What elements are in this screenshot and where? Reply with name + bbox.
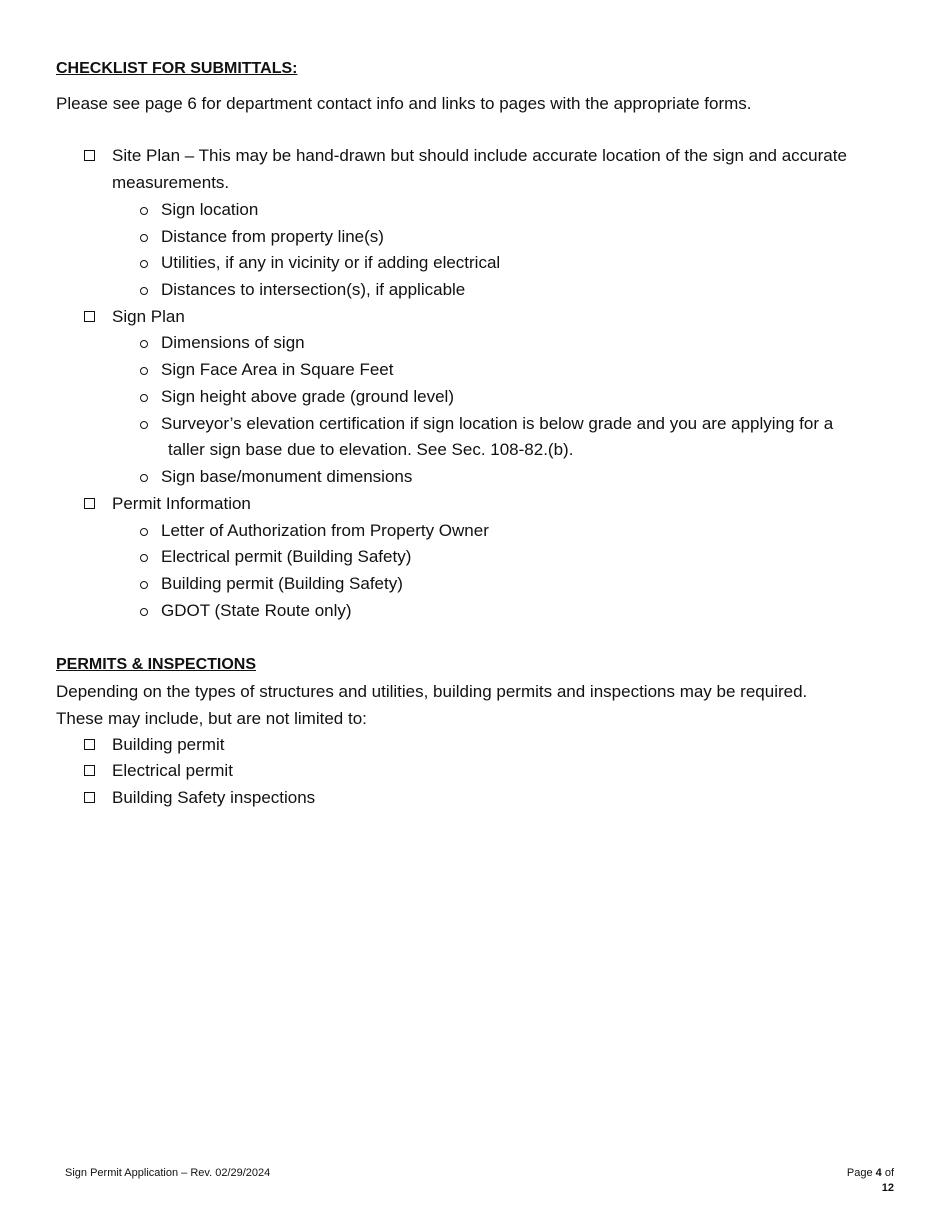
bullet-circle-icon — [140, 340, 148, 348]
check-label: Sign Plan — [112, 307, 185, 326]
page-mid: of — [881, 1167, 894, 1179]
check-label: Permit Information — [112, 494, 251, 513]
checklist-intro: Please see page 6 for department contact info and links to pages with the appropriate forms. — [56, 94, 752, 113]
page-total: 12 — [881, 1182, 894, 1194]
check-label: Building Safety inspections — [112, 788, 316, 807]
bullet-circle-icon — [140, 554, 148, 562]
footer-page-number — [820, 1166, 894, 1196]
checklist-heading: CHECKLIST FOR SUBMITTALS: — [56, 60, 298, 77]
sub-item-text: Utilities, if any in vicinity or if adding electrical — [161, 253, 501, 272]
bullet-circle-icon — [140, 234, 148, 242]
sub-item-text: Dimensions of sign — [161, 333, 305, 352]
footer-document-title: Sign Permit Application – Rev. 02/29/2024 — [65, 1167, 271, 1179]
bullet-circle-icon — [140, 581, 148, 589]
permits-heading: PERMITS & INSPECTIONS — [56, 656, 257, 673]
bullet-circle-icon — [140, 394, 148, 402]
bullet-circle-icon — [140, 287, 148, 295]
checkbox-icon — [84, 792, 95, 803]
sub-item-text: Sign Face Area in Square Feet — [161, 360, 394, 379]
sub-item-text: Distances to intersection(s), if applicable — [161, 280, 466, 299]
checkbox-icon — [84, 765, 95, 776]
permits-intro-line2: These may include, but are not limited to: — [56, 709, 367, 728]
check-label-continued: measurements. — [112, 173, 230, 192]
checkbox-icon — [84, 498, 95, 509]
sub-item-text: Sign base/monument dimensions — [161, 467, 413, 486]
sub-item-text: Distance from property line(s) — [161, 227, 384, 246]
sub-item-text: Electrical permit (Building Safety) — [161, 547, 412, 566]
bullet-circle-icon — [140, 367, 148, 375]
sub-item-text: Surveyor’s elevation certification if sign location is below grade and you are applying for a — [161, 414, 834, 433]
sub-item-text: Building permit (Building Safety) — [161, 574, 403, 593]
sub-item-text: Sign location — [161, 200, 259, 219]
bullet-circle-icon — [140, 474, 148, 482]
checkbox-icon — [84, 150, 95, 161]
sub-item-text: GDOT (State Route only) — [161, 601, 352, 620]
sub-item-text: Letter of Authorization from Property Owner — [161, 521, 489, 540]
bullet-circle-icon — [140, 528, 148, 536]
check-label: Building permit — [112, 735, 225, 754]
check-label: Electrical permit — [112, 761, 233, 780]
sub-item-text: taller sign base due to elevation. See Sec. 108-82.(b). — [168, 440, 574, 459]
checkbox-icon — [84, 739, 95, 750]
bullet-circle-icon — [140, 260, 148, 268]
permits-intro-line1: Depending on the types of structures and utilities, building permits and inspections may be required. — [56, 682, 808, 701]
check-label: Site Plan – This may be hand-drawn but should include accurate location of the sign and accurate — [112, 146, 847, 165]
checkbox-icon — [84, 311, 95, 322]
sub-item-text: Sign height above grade (ground level) — [161, 387, 454, 406]
bullet-circle-icon — [140, 207, 148, 215]
page-prefix: Page — [846, 1167, 876, 1179]
bullet-circle-icon — [140, 608, 148, 616]
bullet-circle-icon — [140, 421, 148, 429]
page-current: 4 — [875, 1167, 882, 1179]
